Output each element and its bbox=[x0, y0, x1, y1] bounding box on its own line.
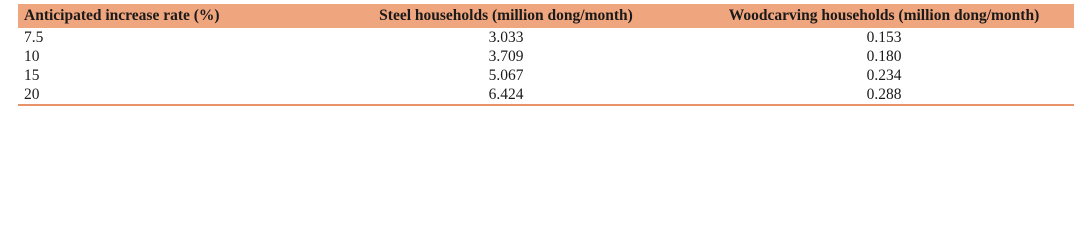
header-steel-households: Steel households (million dong/month) bbox=[379, 7, 633, 24]
cell-woodcarving-value: 0.180 bbox=[866, 48, 902, 65]
cell-woodcarving-value: 0.234 bbox=[866, 67, 902, 84]
data-table bbox=[18, 4, 1074, 106]
cell-steel-value: 3.033 bbox=[488, 29, 524, 46]
table-row bbox=[18, 47, 1074, 66]
table-row bbox=[18, 66, 1074, 85]
cell-steel-value: 3.709 bbox=[488, 48, 524, 65]
cell-steel-value: 6.424 bbox=[318, 85, 688, 105]
header-increase-rate: Anticipated increase rate (%) bbox=[24, 7, 220, 24]
cell-increase-rate: 15 bbox=[24, 67, 40, 84]
cell-increase-rate: 7.5 bbox=[24, 29, 44, 46]
cell-woodcarving-value: 0.153 bbox=[866, 29, 902, 46]
table-row bbox=[18, 85, 1074, 105]
table-body bbox=[18, 28, 1074, 105]
cell-steel-value: 5.067 bbox=[488, 67, 524, 84]
table-header bbox=[18, 4, 1074, 28]
cell-increase-rate: 20 bbox=[18, 85, 318, 105]
header-woodcarving-households: Woodcarving households (million dong/month) bbox=[728, 7, 1040, 24]
table-row bbox=[18, 28, 1074, 47]
cell-woodcarving-value: 0.288 bbox=[688, 85, 1074, 105]
cell-increase-rate: 10 bbox=[24, 48, 40, 65]
header-row bbox=[18, 4, 1074, 28]
